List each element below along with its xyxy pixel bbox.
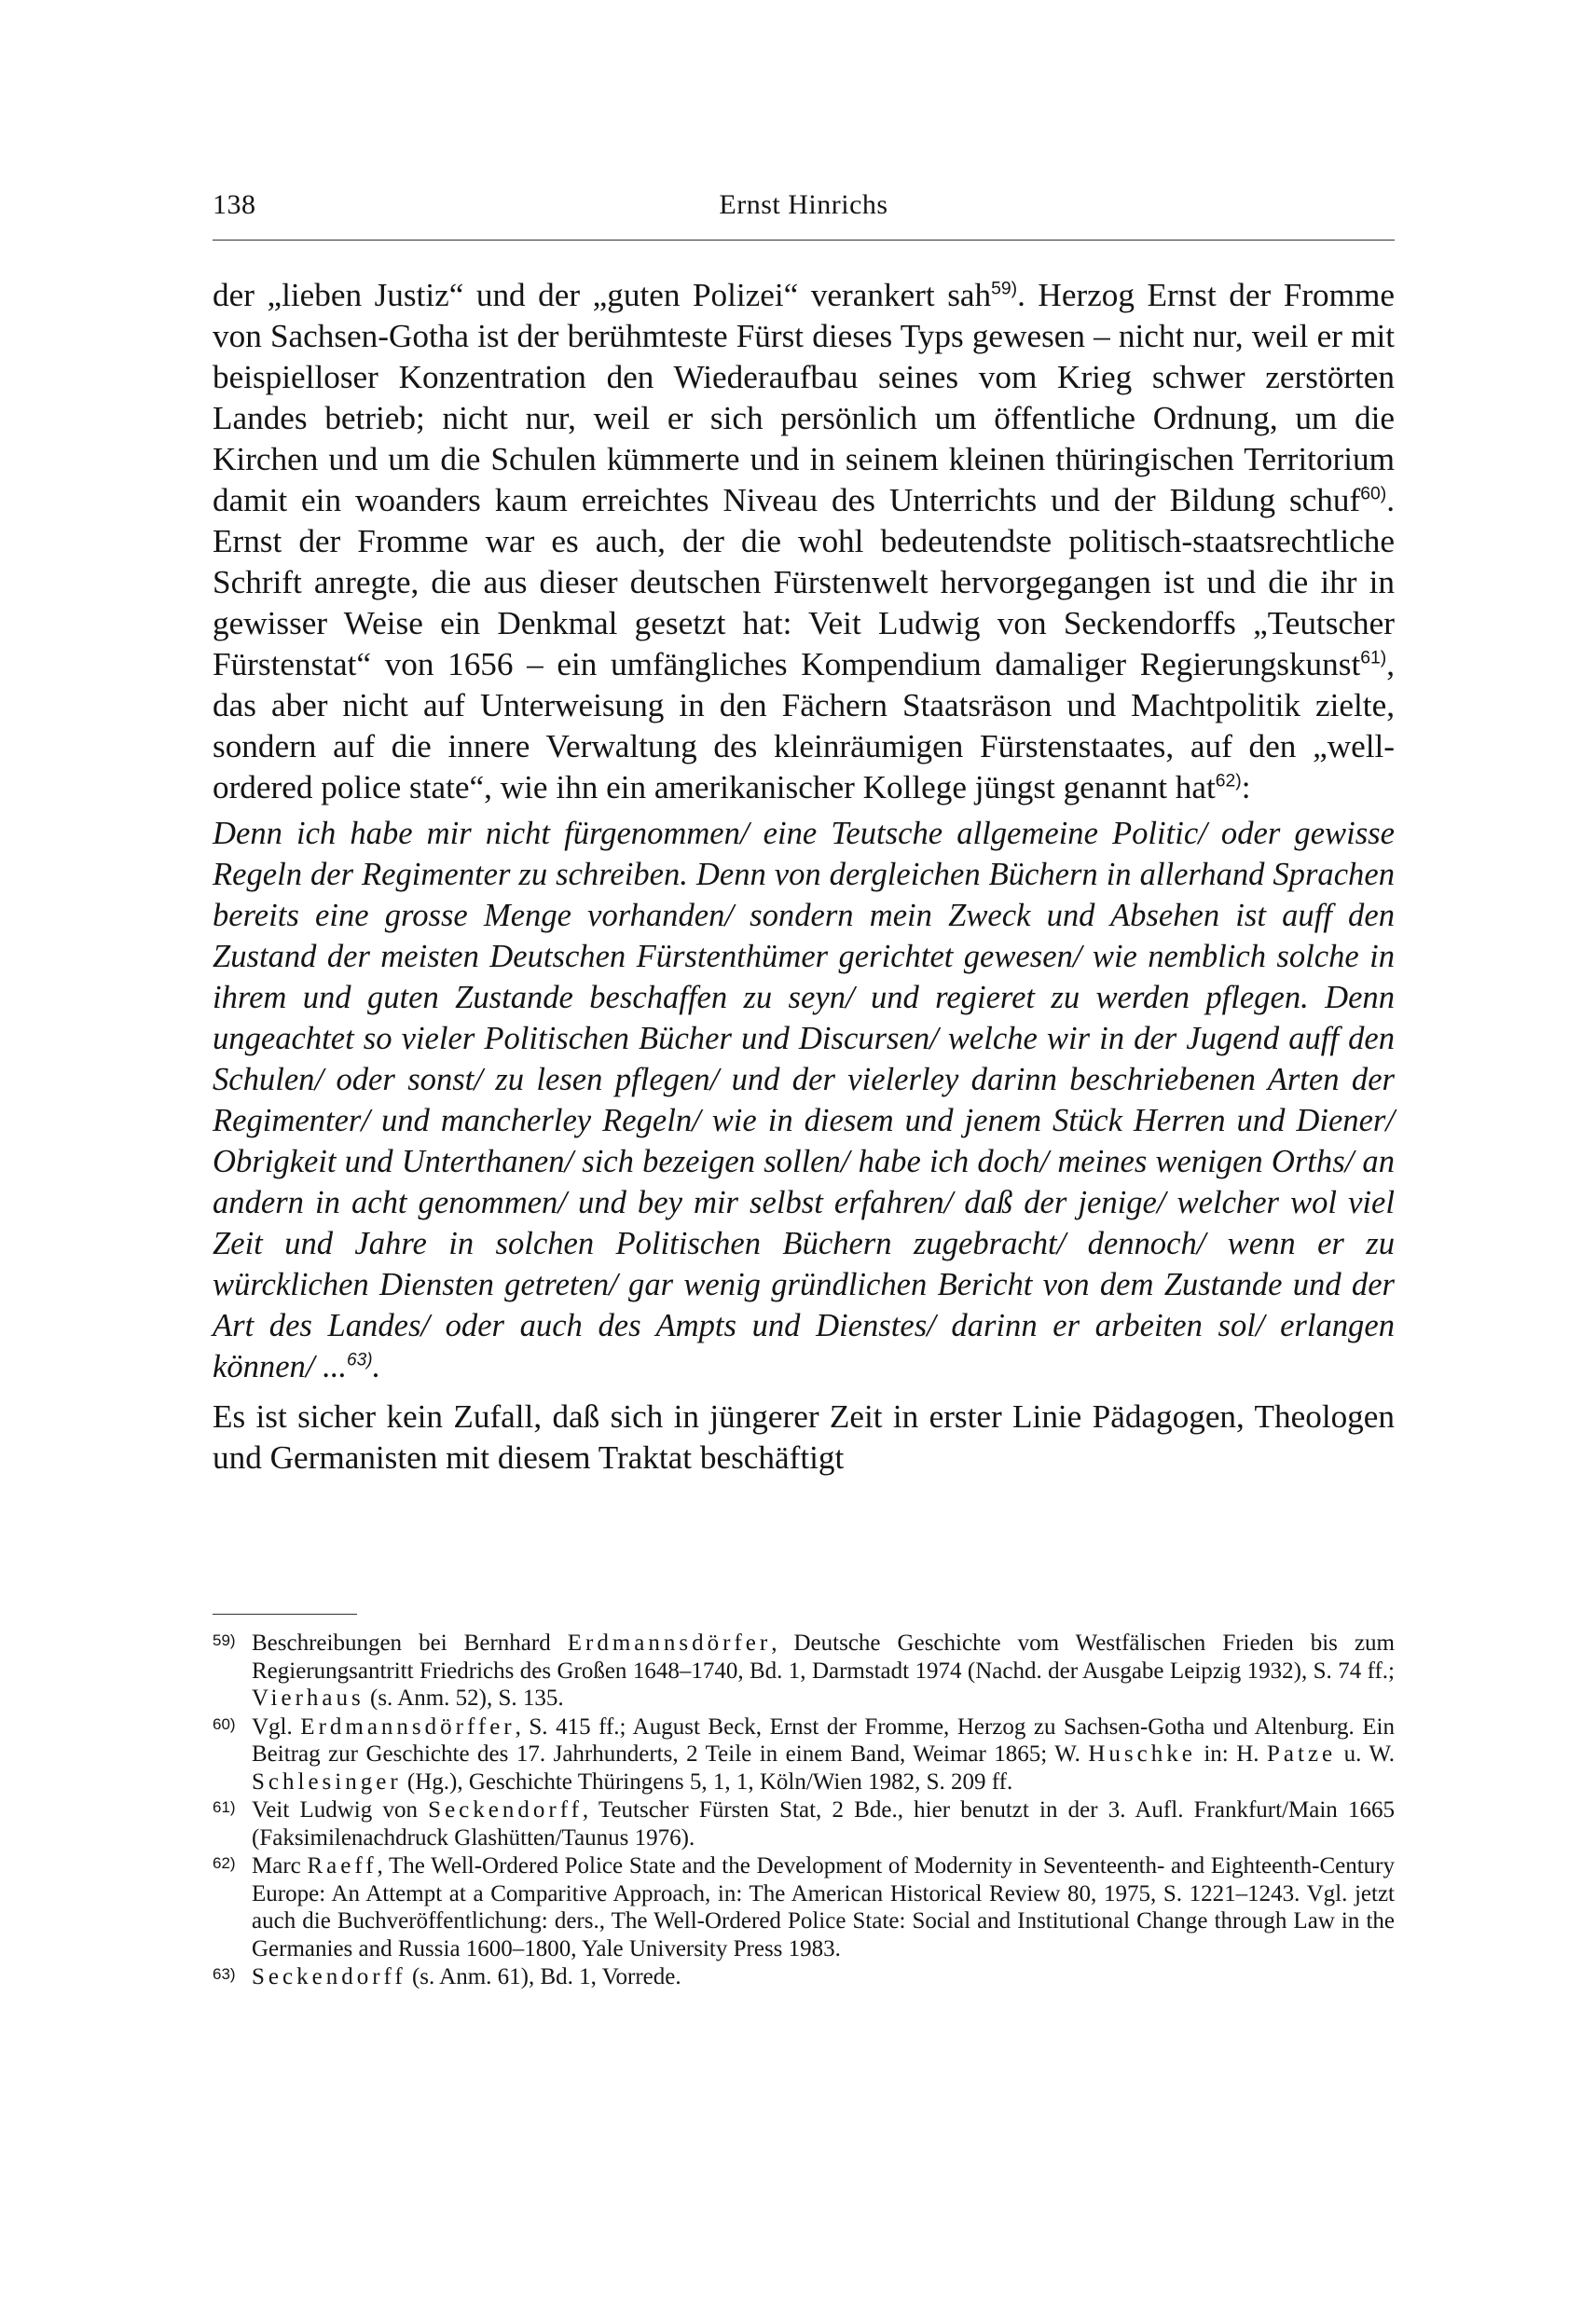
footnotes — [213, 1630, 1395, 1992]
header-rule — [213, 240, 1395, 241]
footnote: 61) Veit Ludwig von Seckendorff, Teutscher Fürsten Stat, 2 Bde., hier benutzt in der 3. Aufl. Frankfurt/Main 1665 (Faksimilenachdruck Glashütten/Taunus 1976). — [213, 1797, 1395, 1851]
main-text — [213, 275, 1395, 1479]
footnote-rule — [213, 1614, 357, 1615]
block-quote: Denn ich habe mir nicht fürgenommen/ eine Teutsche allgemeine Politic/ oder gewisse Regeln der Regimenter zu schreiben. Denn von dergleichen Büchern in allerhand Sprachen bereits eine grosse Menge vorhanden/ sondern mein Zweck und Absehen ist auff den Zustand der meisten Deutschen Fürstenthümer gerichtet gewesen/ wie nemblich solche in ihrem und guten Zustande beschaffen zu seyn/ und regieret zu werden pflegen. Denn ungeachtet so vieler Politischen Bücher und Discursen/ welche wir in der Jugend auff den Schulen/ oder sonst/ zu lesen pflegen/ und der vielerley darinn beschriebenen Arten der Regimenter/ und mancherley Regeln/ wie in diesem und jenem Stück Herren und Diener/ Obrigkeit und Unterthanen/ sich bezeigen sollen/ habe ich doch/ meines wenigen Orths/ an andern in acht genommen/ und bey mir selbst erfahren/ daß der jenige/ welcher wol viel Zeit und Jahre in solchen Politischen Büchern zugebracht/ dennoch/ wenn er zu würcklichen Diensten getreten/ gar wenig gründlichen Bericht von dem Zustande und der Art des Landes/ oder auch des Ampts und Dienstes/ darinn er arbeiten sol/ erlangen können/ ...$^{63)}$. — [213, 816, 1395, 1384]
paragraph: Es ist sicher kein Zufall, daß sich in jüngerer Zeit in erster Linie Pädagogen, Theologen und Germanisten mit diesem Traktat beschäftigt — [213, 1398, 1395, 1476]
footnote-mark: 59) — [213, 1631, 236, 1649]
footnote: 59) Beschreibungen bei Bernhard Erdmannsdörfer, Deutsche Geschichte vom Westfälischen Frieden bis zum Regierungsantritt Friedrichs des Großen 1648–1740, Bd. 1, Darmstadt 1974 (Nachd. der Ausgabe Leipzig 1932), S. 74 ff.; Vierhaus (s. Anm. 52), S. 135. — [213, 1631, 1395, 1711]
footnote: 62) Marc Raeff, The Well-Ordered Police State and the Development of Modernity in Seventeenth- and Eighteenth-Century Europe: An Attempt at a Comparitive Approach, in: The American Historical Review 80, 1975, S. 1221–1243. Vgl. jetzt auch die Buchveröffentlichung: ders., The Well-Ordered Police State: Social and Institutional Change through Law in the Germanies and Russia 1600–1800, Yale University Press 1983. — [213, 1853, 1395, 1961]
running-head: Ernst Hinrichs — [719, 189, 888, 220]
footnote-ref: 59) — [991, 278, 1018, 299]
page-number: 138 — [213, 189, 256, 220]
footnote-ref: 61) — [1360, 647, 1387, 668]
footnote-mark: 61) — [213, 1798, 236, 1816]
footnote-ref: 62) — [1215, 770, 1242, 791]
footnote-mark: 62) — [213, 1854, 236, 1872]
footnote-mark: 60) — [213, 1714, 236, 1733]
footnote-ref: 63) — [347, 1350, 373, 1370]
footnote-ref: 60) — [1360, 483, 1387, 504]
page-header — [213, 189, 1395, 230]
footnote-mark: 63) — [213, 1965, 236, 1983]
footnote: 60) Vgl. Erdmannsdörffer, S. 415 ff.; August Beck, Ernst der Fromme, Herzog zu Sachsen-Gotha und Altenburg. Ein Beitrag zur Geschichte des 17. Jahrhunderts, 2 Teile in einem Band, Weimar 1865; W. Huschke in: H. Patze u. W. Schlesinger (Hg.), Geschichte Thüringens 5, 1, 1, Köln/Wien 1982, S. 209 ff. — [213, 1713, 1395, 1795]
footnote: 63) Seckendorff (s. Anm. 61), Bd. 1, Vorrede. — [213, 1964, 681, 1989]
paragraph: der „lieben Justiz“ und der „guten Polizei“ verankert sah$^{59)}$. Herzog Ernst der Fromme von Sachsen-Gotha ist der berühmteste Fürst dieses Typs gewesen – nicht nur, weil er mit beispielloser Konzentration den Wiederaufbau seines vom Krieg schwer zerstörten Landes betrieb; nicht nur, weil er sich persönlich um öffentliche Ordnung, um die Kirchen und um die Schulen kümmerte und in seinem kleinen thüringischen Territorium damit ein woanders kaum erreichtes Niveau des Unterrichts und der Bildung schuf$^{60)}$. Ernst der Fromme war es auch, der die wohl bedeutendste politisch-staatsrechtliche Schrift anregte, die aus dieser deutschen Fürstenwelt hervorgegangen ist und die ihr in gewisser Weise ein Denkmal gesetzt hat: Veit Ludwig von Seckendorffs „Teutscher Fürstenstat“ von 1656 – ein umfängliches Kompendium damaliger Regierungskunst$^{61)}$, das aber nicht auf Unterweisung in den Fächern Staatsräson und Machtpolitik zielte, sondern auf die innere Verwaltung des kleinräumigen Fürstenstaates, auf den „well-ordered police state“, wie ihn ein amerikanischer Kollege jüngst genannt hat$^{62)}$: — [213, 277, 1395, 805]
